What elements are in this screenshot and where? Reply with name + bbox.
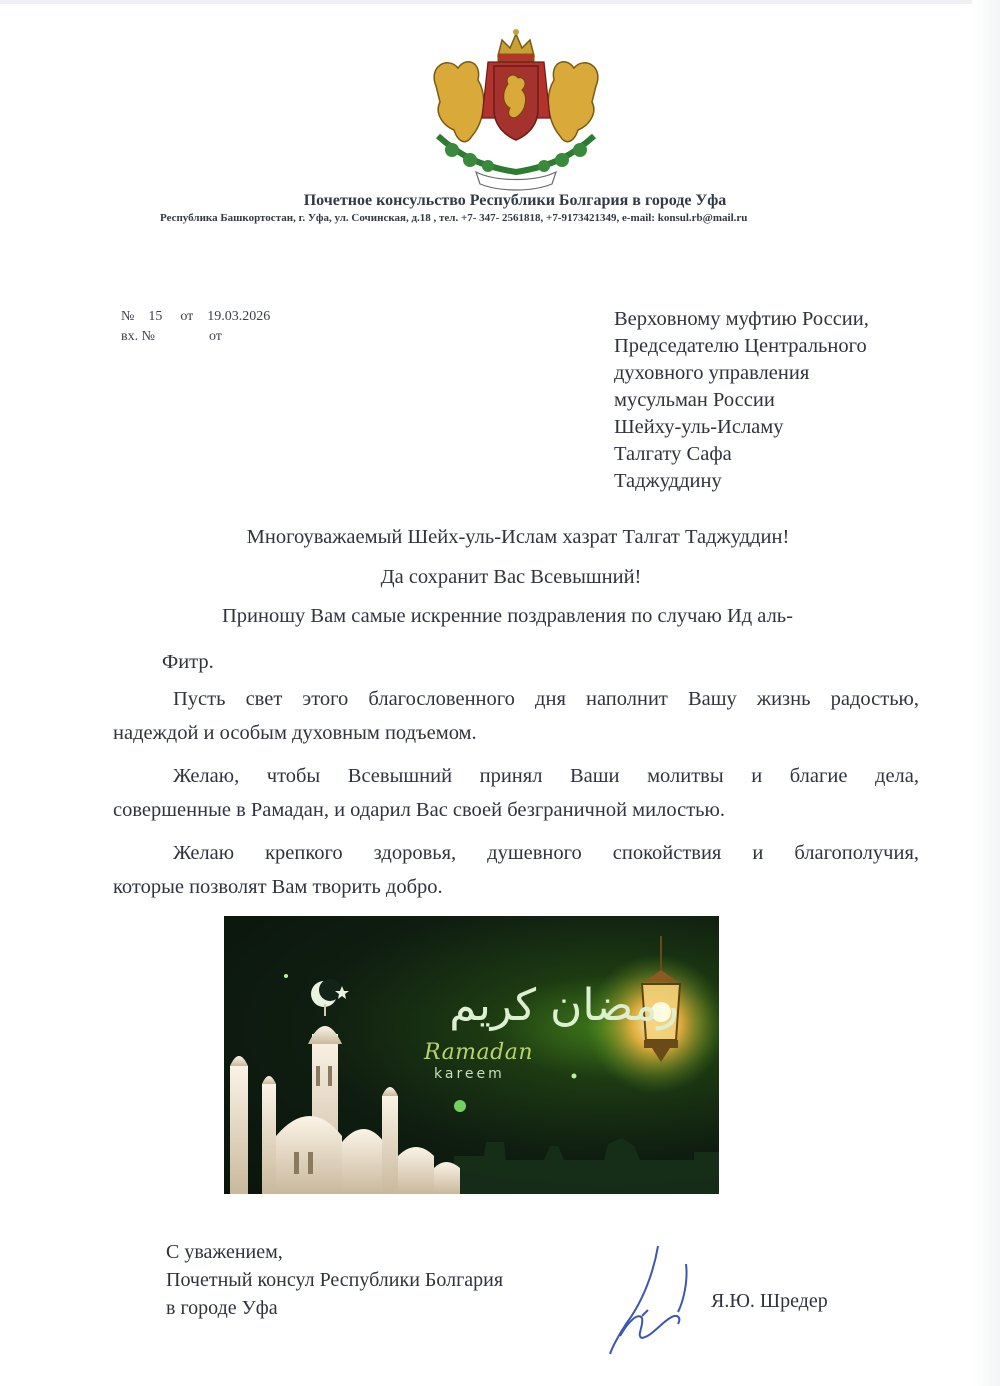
scan-edge xyxy=(0,0,1000,4)
paragraph-line: которые позволят Вам творить добро. xyxy=(113,876,443,898)
handwritten-signature xyxy=(598,1240,708,1360)
paragraph-line: совершенные в Рамадан, и одарил Вас своей безграничной милостью. xyxy=(113,799,725,821)
incoming-from-label: от xyxy=(208,329,222,344)
mosque-icon xyxy=(230,1004,460,1194)
congratulations-line-2: Фитр. xyxy=(162,651,214,673)
addressee-block xyxy=(614,306,869,495)
letterhead-title: Почетное консульство Республики Болгария в городе Уфа xyxy=(303,192,727,209)
ramadan-greeting-card xyxy=(224,916,719,1194)
letterhead-address: Республика Башкортостан, г. Уфа, ул. Сочинская, д.18 , тел. +7- 347- 2561818, +7-9173421349, e-mail: konsul.rb@mail.ru xyxy=(160,212,748,224)
signer-name: Я.Ю. Шредер xyxy=(711,1290,828,1312)
paragraph-1 xyxy=(113,682,919,750)
addressee-line: мусульман России xyxy=(614,389,775,411)
closing-line: С уважением, xyxy=(166,1241,283,1263)
number-label: № xyxy=(121,309,135,324)
coat-of-arms-icon xyxy=(418,26,614,192)
closing-line: в городе Уфа xyxy=(166,1297,278,1319)
incoming-label: вх. № xyxy=(121,329,155,344)
addressee-line: духовного управления xyxy=(614,362,810,384)
closing-line: Почетный консул Республики Болгария xyxy=(166,1269,504,1291)
addressee-line: Верховному муфтию России, xyxy=(614,308,869,330)
addressee-line: Таджуддину xyxy=(614,470,722,492)
addressee-line: Талгату Сафа xyxy=(614,443,732,465)
paragraph-line: Желаю крепкого здоровья, душевного спокойствия и благополучия, xyxy=(173,842,919,864)
paragraph-line: Пусть свет этого благословенного дня наполнит Вашу жизнь радостью, xyxy=(173,688,919,710)
reference-date: 19.03.2026 xyxy=(207,309,271,324)
card-subtitle: kareem xyxy=(434,1066,505,1082)
paragraph-line: Желаю, чтобы Всевышний принял Ваши молитвы и благие дела, xyxy=(173,765,919,787)
from-label: от xyxy=(180,309,194,324)
reference-number: 15 xyxy=(148,309,163,324)
crescent-moon-icon xyxy=(311,979,349,1007)
paragraph-line: надеждой и особым духовным подъемом. xyxy=(113,722,477,744)
addressee-line: Председателю Центрального xyxy=(614,335,867,357)
closing-block xyxy=(166,1238,503,1322)
salutation: Многоуважаемый Шейх-уль-Ислам хазрат Талгат Таджуддин! xyxy=(246,526,790,548)
blessing: Да сохранит Вас Всевышний! xyxy=(380,566,642,588)
congratulations-line-1: Приношу Вам самые искренние поздравления по случаю Ид аль- xyxy=(222,605,793,627)
addressee-line: Шейху-уль-Исламу xyxy=(614,416,784,438)
card-title: Ramadan xyxy=(424,1040,534,1065)
arabic-greeting: رمضان كريم xyxy=(449,980,679,1031)
paragraph-2 xyxy=(113,759,919,827)
incoming-reference xyxy=(121,329,222,345)
outgoing-reference xyxy=(121,309,270,325)
paragraph-3 xyxy=(113,836,919,904)
